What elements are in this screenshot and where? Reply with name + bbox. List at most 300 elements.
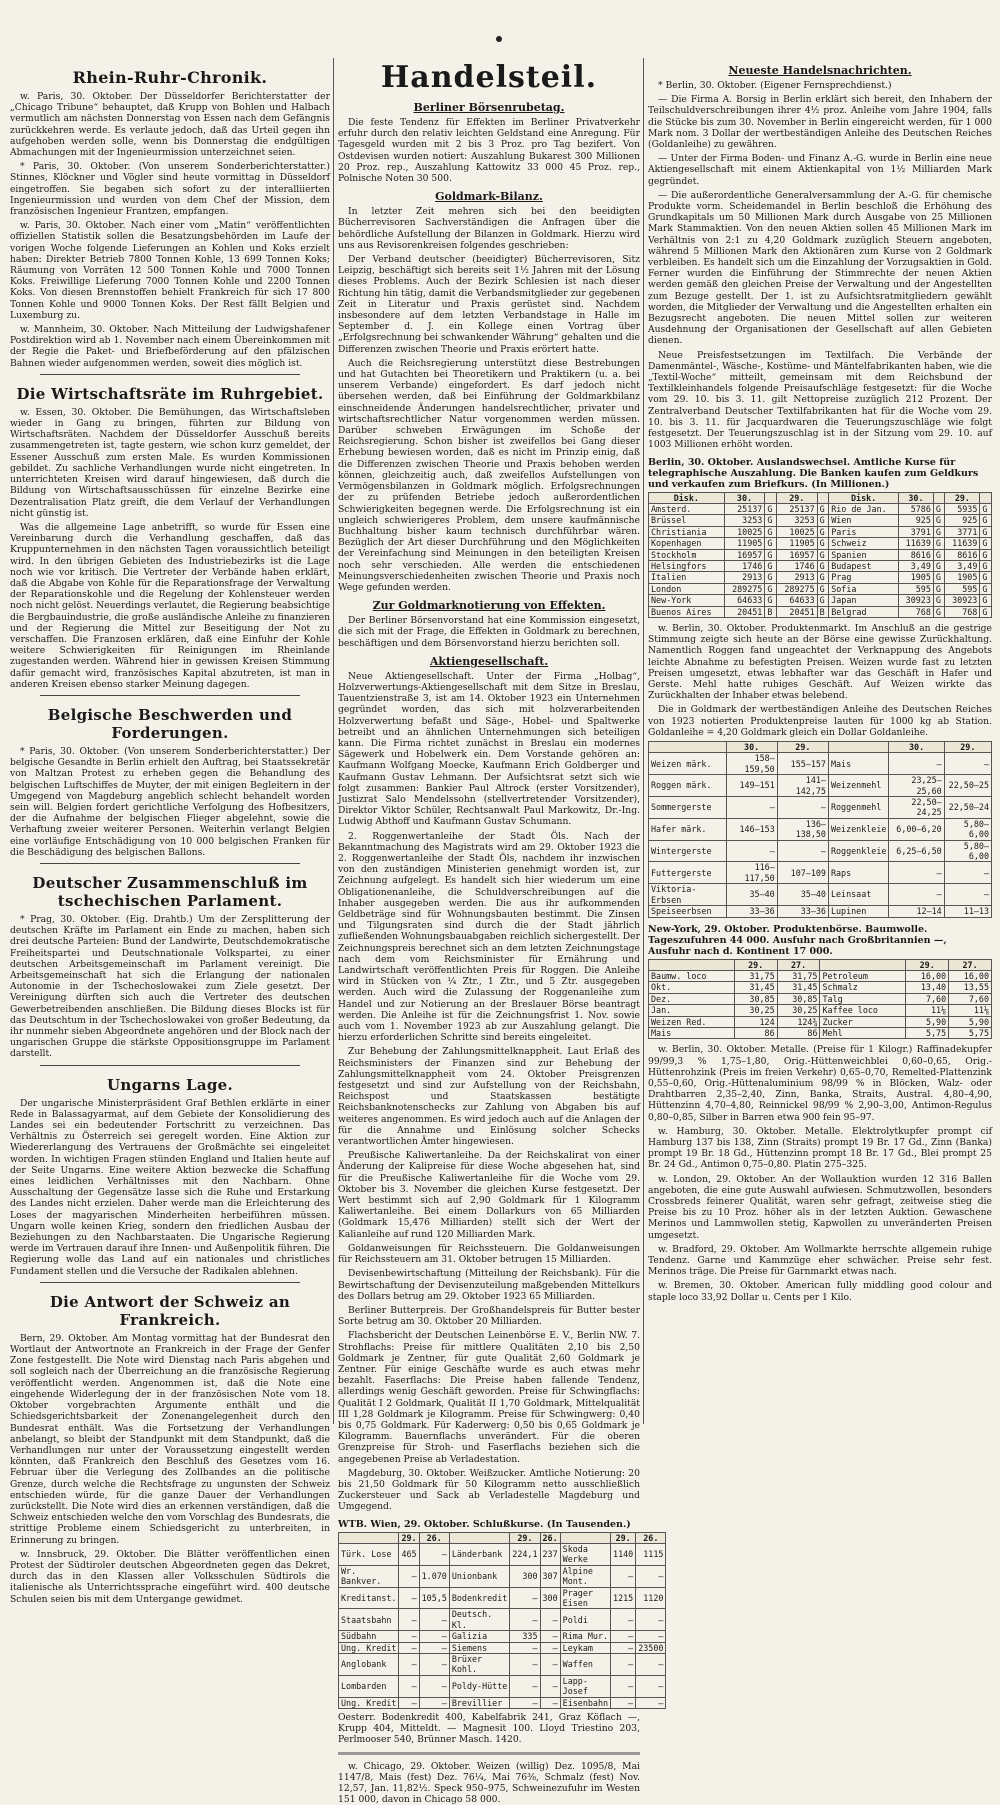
table-header-cell: 29. xyxy=(734,959,777,970)
table-cell: 86 xyxy=(777,1027,820,1038)
table-cell: 13,55 xyxy=(949,982,992,993)
table-header-cell: 27. xyxy=(949,959,992,970)
table-cell: 8616 xyxy=(899,549,934,560)
table-cell: 20451 xyxy=(724,606,765,617)
table-cell: 11⅛ xyxy=(949,1005,992,1016)
table-cell: Schmalz xyxy=(820,982,906,993)
table-cell: 10025 xyxy=(776,526,817,537)
heading-belgische-beschwerden: Belgische Beschwerden und Forderungen. xyxy=(47,705,293,742)
table-cell: 300 xyxy=(510,1565,540,1587)
table-header-cell xyxy=(560,1532,610,1543)
table-cell: Waffen xyxy=(560,1654,610,1676)
table-row xyxy=(649,572,992,583)
table-cell: 107–109 xyxy=(777,862,828,884)
table-cell: — xyxy=(636,1565,666,1587)
table-header-cell: 29. xyxy=(399,1532,419,1543)
table-cell: 5,75 xyxy=(949,1027,992,1038)
table-cell: — xyxy=(399,1565,419,1587)
table-cell: 23500 xyxy=(636,1642,666,1653)
article-paragraph: Goldanweisungen für Reichssteuern. Die Goldanweisungen für Reichssteuern am 31. Oktober betrugen 15 Milliarden. xyxy=(338,1242,640,1266)
table-cell: — xyxy=(611,1697,636,1708)
table-cell: 16957 xyxy=(724,549,765,560)
table-cell: G xyxy=(933,538,945,549)
heading-ungarns-lage: Ungarns Lage. xyxy=(106,1075,234,1094)
table-cell: 289275 xyxy=(776,583,817,594)
table-row xyxy=(339,1675,666,1697)
table-row xyxy=(339,1543,666,1565)
table-cell: G xyxy=(980,503,992,514)
table-header-row xyxy=(649,959,992,970)
table-cell: G xyxy=(980,538,992,549)
table-cell: Schweiz xyxy=(829,538,899,549)
table-cell: — xyxy=(889,862,944,884)
table-cell: 11⅛ xyxy=(906,1005,949,1016)
table-cell: — xyxy=(540,1609,560,1631)
table-cell: 22,50–24 xyxy=(944,797,991,819)
table-cell: — xyxy=(611,1654,636,1676)
table-cell: 3771 xyxy=(945,526,980,537)
table-cell: — xyxy=(611,1565,636,1587)
produkte-table xyxy=(648,741,992,918)
table-cell: — xyxy=(611,1609,636,1631)
table-cell: Japan xyxy=(829,595,899,606)
table-body xyxy=(649,503,992,617)
heading-antwort-schweiz: Die Antwort der Schweiz an Frankreich. xyxy=(49,1292,291,1329)
table-cell: 5786 xyxy=(899,503,934,514)
table-row xyxy=(649,595,992,606)
table-cell: 1746 xyxy=(776,560,817,571)
table-cell: Hafer märk. xyxy=(649,818,727,840)
table-header-cell: 29. xyxy=(906,959,949,970)
table-header-cell xyxy=(820,959,906,970)
table-cell: 2913 xyxy=(724,572,765,583)
article-paragraph: w. London, 29. Oktober. An der Wollauktion wurden 12 316 Ballen angeboten, die eine gute Auswahl aufwiesen. Schmutzwollen, besonders Crossbreds feinerer Qualität, waren sehr gefragt, zeitweise stieg die Preise bis zu 10 Proz. höher als in der letzten Auktion. Gewaschene Merinos und Lammwollen stetig, Kapwollen zu unveränderten Preisen umgesetzt. xyxy=(648,1173,992,1241)
table-cell: 335 xyxy=(510,1631,540,1642)
table-cell: G xyxy=(933,595,945,606)
table-cell: 10025 xyxy=(724,526,765,537)
table-cell: 30,25 xyxy=(777,1005,820,1016)
table-header-cell: 30. xyxy=(889,742,944,753)
table-cell: Kaffee loco xyxy=(820,1005,906,1016)
heading-deutscher-zusammenschluss: Deutscher Zusammenschluß im tschechischen Parlament. xyxy=(32,873,308,910)
table-cell: Rio de Jan. xyxy=(829,503,899,514)
article-paragraph: * Paris, 30. Oktober. (Von unserem Sonderberichterstatter.) Der belgische Gesandte in Berlin erhielt den Auftrag, bei Staatssekretär von Maltzan Protest zu erheben gegen die Behandlung des belgischen Luftschiffes de Muyter, der mit einigen Begleitern in der Umgegend von Magdeburg angeblich schlecht behandelt worden sein will. Belgien fordert gerichtliche Verfolgung des Hofbesitzers, der die Aufnahme der belgischen Flieger abgelehnt, sowie die Verhaftung zweier weiterer Personen. Weiterhin verlangt Belgien eine vorläufige Entschädigung von 10 000 belgischen Franken für die Beschädigung des belgischen Ballons. xyxy=(10,745,330,858)
table-row xyxy=(649,1016,992,1027)
table-cell: G xyxy=(980,583,992,594)
table-header-cell: Disk. xyxy=(649,492,725,503)
table-cell: — xyxy=(889,884,944,906)
table-cell: Buenos Aires xyxy=(649,606,725,617)
table-row xyxy=(649,583,992,594)
table-cell: — xyxy=(540,1697,560,1708)
table-cell: 1746 xyxy=(724,560,765,571)
devisen-table-title: Berlin, 30. Oktober. Auslandswechsel. Amtliche Kurse für telegraphische Auszahlung. Die Banken kaufen zum Geldkurs und verkaufen zum Briefkurs. (In Millionen.) xyxy=(648,456,979,490)
article-paragraph: 2. Roggenwertanleihe der Stadt Öls. Nach der Bekanntmachung des Magistrats wird am 29. Oktober 1923 die 2. Roggenwertanleihe der Stadt Öls, nachdem ihr inzwischen von den zuständigen Ministerien genehmigt worden ist, zur Zeichnung aufgelegt. Es handelt sich hier wiederum um eine Obligationenanleihe, die Schuldverschreibungen auf die Inhaber ausgegeben werden. Die aus ihr aufkommenden Geldbeträge sind für Wohnungsbauten bestimmt. Die Zinsen und Tilgungsraten sind durch die der Stadt jährlich zufließenden Wohnungsbauabgaben reichlich sichergestellt. Der Zeichnungspreis berechnet sich an dem letzten Zeichnungstage nach dem vom Reichsminister für Ernährung und Landwirtschaft veröffentlichten Preis für Roggen. Die Anleihe wird in Stücken von ¼ Ztr., 1 Ztr., und 5 Ztr. ausgegeben werden. Auch wird die Zulassung der Roggenanleihe zum Handel und zur Notierung an der Breslauer Börse beantragt werden. Die Anleihe ist für die Zeichnungsfrist 1. Nov. sowie auch vom 1. November 1923 ab zur Auszahlung gelangt. Die hierzu erforderlichen Schritte sind bereits eingeleitet. xyxy=(338,830,640,1044)
article-paragraph: w. Chicago, 29. Oktober. Weizen (willig) Dez. 1095/8, Mai 1147/8, Mais (fest) Dez. 76¼, Mai 76⅜, Schmalz (fest) Nov. 12,57, Jan. 11,82½. Speck 950–975, Schweinezufuhr im Westen 151 000, davon in Chicago 58 000. xyxy=(338,1760,640,1805)
table-cell: G xyxy=(817,538,829,549)
table-row xyxy=(649,515,992,526)
table-cell: Christiania xyxy=(649,526,725,537)
table-header-cell: Disk. xyxy=(829,492,899,503)
table-cell: Ung. Kredit xyxy=(339,1642,399,1653)
table-cell: — xyxy=(419,1697,449,1708)
table-header-cell xyxy=(828,742,888,753)
table-header-cell: 29. xyxy=(510,1532,540,1543)
table-cell: — xyxy=(399,1654,419,1676)
table-row xyxy=(649,1027,992,1038)
table-cell: — xyxy=(636,1654,666,1676)
table-cell: 124 xyxy=(734,1016,777,1027)
table-header-cell: 26. xyxy=(419,1532,449,1543)
article-paragraph: w. Bremen, 30. Oktober. American fully middling good colour and staple loco 33,92 Dollar u. Cents per 1 Kilo. xyxy=(648,1280,992,1303)
table-cell: — xyxy=(399,1642,419,1653)
table-row xyxy=(649,840,992,862)
table-cell: 5,90 xyxy=(906,1016,949,1027)
table-cell: — xyxy=(636,1609,666,1631)
table-cell: — xyxy=(636,1631,666,1642)
table-cell: Jan. xyxy=(649,1005,735,1016)
table-cell: 35–40 xyxy=(777,884,828,906)
divider xyxy=(40,374,300,375)
table-cell: Galizia xyxy=(449,1631,509,1642)
table-body xyxy=(339,1543,666,1708)
table-header-cell: 26. xyxy=(636,1532,666,1543)
table-cell: — xyxy=(611,1675,636,1697)
table-cell: 11639 xyxy=(899,538,934,549)
table-cell: G xyxy=(980,606,992,617)
table-row xyxy=(649,884,992,906)
table-cell: 3,49 xyxy=(945,560,980,571)
right-column xyxy=(648,58,992,1424)
table-cell: 3791 xyxy=(899,526,934,537)
table-cell: Kopenhagen xyxy=(649,538,725,549)
table-header-row xyxy=(649,492,992,503)
table-header-row xyxy=(339,1532,666,1543)
table-cell: 6,00–6,20 xyxy=(889,818,944,840)
table-cell: 6,25–6,50 xyxy=(889,840,944,862)
table-cell: Brevillier xyxy=(449,1697,509,1708)
table-cell: Weizen märk. xyxy=(649,753,727,775)
table-cell: G xyxy=(980,526,992,537)
article-paragraph: Was die allgemeine Lage anbetrifft, so wurde für Essen eine Vereinbarung durch die Verhandlung geschaffen, daß das Kruppunternehmen in den nächsten Tagen voraussichtlich beteiligt wird. In den übrigen Gebieten des Industriebezirks ist die Lage noch wie vor kritisch. Die Vertreter der Verbände haben erklärt, daß die Abgabe von Kohle für die Reparationsfrage der Verwaltung der Reparationskohle und die Regelung der Kohlensteuer werden noch nicht gelöst. Neuerdings verlautet, die Regierung beabsichtige die Bergbauindustrie, die große ausländische Anleihe zu finanzieren und der Regierung die Mittel zur Beseitigung der Not zu verschaffen. Die Franzosen erklären, daß eine Einfuhr der Kohle weitere Schwierigkeiten für Reinigungen im Rheinlande zugestanden werden. Während hier in gewissen Kreisen Stimmung dafür gemacht wird, französisches Kapital abzutreten, ist man in anderen Kreisen ebenso starker Meinung dagegen. xyxy=(10,521,330,690)
table-cell: New-York xyxy=(649,595,725,606)
table-cell: Roggenmehl xyxy=(828,797,888,819)
table-row xyxy=(649,538,992,549)
table-cell: 30,85 xyxy=(734,993,777,1004)
table-cell: G xyxy=(817,583,829,594)
table-row xyxy=(649,1005,992,1016)
heading-neueste-nachrichten: Neueste Handelsnachrichten. xyxy=(728,64,912,77)
table-cell: Leykam xyxy=(560,1642,610,1653)
table-cell: 237 xyxy=(540,1543,560,1565)
table-cell: 768 xyxy=(899,606,934,617)
table-cell: Brüssel xyxy=(649,515,725,526)
article-paragraph: Der Verband deutscher (beeidigter) Bücherrevisoren, Sitz Leipzig, beschäftigt sich bereits seit 1½ Jahren mit der Lösung dieses Problems. Auch der Bezirk Schlesien ist nach dieser Richtung hin tätig, damit die Verbandsmitglieder zur gegebenen Zeit in Literatur und Praxis gerüstet sind. Nachdem insbesondere auf dem letzten Verbandstage in Halle im September d. J. ein Kollege einen Vortrag über „Erfolgsrechnung bei schwankender Währung“ gehalten und die Differenzen zwischen Theorie und Praxis erörtert hatte. xyxy=(338,254,640,355)
table-cell: 35–40 xyxy=(726,884,777,906)
table-cell: 25137 xyxy=(724,503,765,514)
table-cell: Alpine Mont. xyxy=(560,1565,610,1587)
table-cell: Siemens xyxy=(449,1642,509,1653)
table-cell: G xyxy=(817,549,829,560)
table-row xyxy=(339,1609,666,1631)
devisen-table xyxy=(648,492,992,618)
table-cell: G xyxy=(980,595,992,606)
table-cell: — xyxy=(399,1609,419,1631)
article-paragraph: — Unter der Firma Boden- und Finanz A.-G. wurde in Berlin eine neue Aktiengesellschaft mit einem Aktienkapital von 1½ Milliarden Mark gegründet. xyxy=(648,153,992,187)
article-paragraph: — Die Firma A. Borsig in Berlin erklärt sich bereit, den Inhabern der Teilschuldverschreibungen ihrer 4½ proz. Anleihe vom Jahre 1904, falls die Stücke bis zum 30. November in Berlin eingereicht werden, für 1 000 Mark nom. 3 Dollar der wertbeständigen Anleihe des Deutschen Reiches (Goldanleihe) zu gewähren. xyxy=(648,94,992,151)
table-cell: G xyxy=(980,515,992,526)
table-cell: G xyxy=(980,549,992,560)
table-cell: 16957 xyxy=(776,549,817,560)
table-row xyxy=(649,606,992,617)
table-header-cell xyxy=(449,1532,509,1543)
table-cell: Brüxer Kohl. xyxy=(449,1654,509,1676)
table-cell: 105,5 xyxy=(419,1587,449,1609)
table-cell: 30923 xyxy=(899,595,934,606)
article-paragraph: w. Berlin, 30. Oktober. Produktenmarkt. Im Anschluß an die gestrige Stimmung zeigte sich heute an der Börse eine gewisse Zurückhaltung. Namentlich Roggen fand ungeachtet der Verknappung des Angebots leichte Abnahme zu befestigten Preisen. Weizen wurde fast zu letzten Preisen umgesetzt, etwas lebhafter war das Geschäft in Hafer und Gerste. Mehl hatte ruhiges Geschäft. Auf Weizen wirkte das Zurückhalten der Inhaber etwas belebend. xyxy=(648,622,992,702)
table-cell: G xyxy=(933,526,945,537)
table-cell: Lombarden xyxy=(339,1675,399,1697)
table-cell: — xyxy=(419,1631,449,1642)
table-cell: — xyxy=(510,1697,540,1708)
table-cell: G xyxy=(765,549,777,560)
table-cell: 1120 xyxy=(636,1587,666,1609)
table-cell: 595 xyxy=(899,583,934,594)
table-cell: G xyxy=(980,560,992,571)
table-cell: 30,25 xyxy=(734,1005,777,1016)
table-cell: 23,25–25,60 xyxy=(889,775,944,797)
article-paragraph: w. Hamburg, 30. Oktober. Metalle. Elektrolytkupfer prompt cif Hamburg 137 bis 138, Zinn (Straits) prompt 19 Br. 17 Gd., Zinn (Banka) prompt 19 Br. 18 Gd., Hüttenzinn prompt 18 Br. 17 Gd., Blei prompt 25 Br. 24 Gd., Antimon 0,75–0,80. Platin 275–325. xyxy=(648,1125,992,1171)
table-cell: Sommergerste xyxy=(649,797,727,819)
table-cell: Poldi xyxy=(560,1609,610,1631)
table-cell: 33–36 xyxy=(777,906,828,917)
table-cell: G xyxy=(817,503,829,514)
table-cell: Lupinen xyxy=(828,906,888,917)
table-cell: 22,50–24,25 xyxy=(889,797,944,819)
table-cell: Weizenmehl xyxy=(828,775,888,797)
table-row xyxy=(649,906,992,917)
table-cell: G xyxy=(765,560,777,571)
table-cell: — xyxy=(636,1675,666,1697)
table-cell: Belgrad xyxy=(829,606,899,617)
table-cell: 224,1 xyxy=(510,1543,540,1565)
table-cell: G xyxy=(765,538,777,549)
table-cell: Dez. xyxy=(649,993,735,1004)
table-cell: 11639 xyxy=(945,538,980,549)
table-cell: 5,80–6,00 xyxy=(944,818,991,840)
table-cell: 86 xyxy=(734,1027,777,1038)
table-cell: 1905 xyxy=(945,572,980,583)
table-cell: 124¾ xyxy=(777,1016,820,1027)
table-cell: — xyxy=(777,840,828,862)
divider xyxy=(338,1752,640,1755)
table-cell: 1.070 xyxy=(419,1565,449,1587)
table-cell: — xyxy=(611,1631,636,1642)
article-paragraph: * Berlin, 30. Oktober. (Eigener Fernsprechdienst.) xyxy=(658,80,892,91)
table-cell: 16,00 xyxy=(949,970,992,981)
table-row xyxy=(339,1642,666,1653)
table-header-cell xyxy=(765,492,777,503)
table-cell: 11905 xyxy=(724,538,765,549)
table-body xyxy=(649,753,992,917)
table-cell: G xyxy=(817,515,829,526)
table-cell: — xyxy=(611,1642,636,1653)
table-cell: 141–142,75 xyxy=(777,775,828,797)
article-paragraph: Bern, 29. Oktober. Am Montag vormittag hat der Bundesrat den Wortlaut der Antwortnote an Frankreich in der Frage der Genfer Zone festgestellt. Die Note wird Dienstag nach Paris abgehen und soll sogleich nach der Überreichung an die französische Regierung veröffentlicht werden. Angenommen ist, daß die Note eine eingehende Widerlegung der in der französischen Note vom 18. Oktober vorgebrachten Argumente enthält und die Schiedsgerichtsbarkeit der Zonenangelegenheit durch den Bundesrat enthält. Was die Fortsetzung der Verhandlungen anbelangt, so bleibt der Standpunkt mit dem Standpunkt, daß die Verhandlungen nur unter der Voraussetzung eingestellt werden könnten, daß Frankreich den Beschluß des Gesetzes vom 16. Februar über die Verlegung des Zollbandes an die politische Grenze, durch welche die Rechtsfrage zu ungunsten der Schweiz entschieden würde, für die ganze Dauer der Verhandlungen zurückstellt. Die Note wird dies an erkennen verständigen, daß die Schweiz entschieden welche den vom Vorschlag des Bundesrats, die strittige Probleme einem Schiedsgericht zu unterbreiten, in Erinnerung zu bringen. xyxy=(10,1332,330,1546)
table-cell: Leinsaat xyxy=(828,884,888,906)
vienna-table-title: WTB. Wien, 29. Oktober. Schlußkurse. (In Tausenden.) xyxy=(338,1518,631,1530)
table-cell: Poldy-Hütte xyxy=(449,1675,509,1697)
table-header-cell: 29. xyxy=(945,492,980,503)
table-cell: Südbahn xyxy=(339,1631,399,1642)
table-cell: 1905 xyxy=(899,572,934,583)
table-cell: Sofia xyxy=(829,583,899,594)
table-cell: 64633 xyxy=(776,595,817,606)
table-row xyxy=(339,1587,666,1609)
table-cell: Türk. Lose xyxy=(339,1543,399,1565)
table-body xyxy=(649,970,992,1038)
table-cell: Prager Eisen xyxy=(560,1587,610,1609)
table-cell: 12–14 xyxy=(889,906,944,917)
table-cell: 158–159,50 xyxy=(726,753,777,775)
table-cell: G xyxy=(817,526,829,537)
table-cell: G xyxy=(933,515,945,526)
table-cell: Speiseerbsen xyxy=(649,906,727,917)
table-header-cell xyxy=(649,959,735,970)
table-row xyxy=(649,818,992,840)
table-cell: Mais xyxy=(649,1027,735,1038)
table-cell: Raps xyxy=(828,862,888,884)
divider xyxy=(40,1065,300,1066)
table-cell: 5935 xyxy=(945,503,980,514)
table-cell: Petroleum xyxy=(820,970,906,981)
article-paragraph: Neue Preisfestsetzungen im Textilfach. Die Verbände der Damenmäntel-, Wäsche-, Kostüme- und Mäntelfabrikanten haben, wie die „Textil-Woche“ mitteilt, gemeinsam mit dem Reichsbund der Textilkleinhandels folgende Preisaufschläge festgesetzt: für die Woche vom 29. 10. bis 3. 11. gilt Nettopreise zuzüglich 212 Prozent. Der Zentralverband Deutscher Textilfabrikanten hat für die Woche vom 29. 10. bis 3. 11. für Jacquardwaren die Teuerungszuschläge wie folgt festgesetzt. Der Teuerungszuschlag ist in der Sitzung vom 29. 10. auf 1003 Millionen erhöht worden. xyxy=(648,349,992,451)
article-paragraph: w. Essen, 30. Oktober. Die Bemühungen, das Wirtschaftsleben wieder in Gang zu bringen, führten zur Bildung von Wirtschaftsräten. Nachdem der Düsseldorfer Ausschuß bereits zusammengetreten ist, tagte gestern, wie schon kurz gemeldet, der Essener Ausschuß zum ersten Male. Es wurden Kommissionen gebildet. Zu sachliche Verhandlungen wurde nicht eingetreten. In unterrichteten Kreisen wird darauf hingewiesen, daß durch die Bildung von Wirtschaftsausschüssen für einzelne Bezirke eine Dezentralisation Platz greift, die dem Verlauf der Verhandlungen nicht günstig ist. xyxy=(10,406,330,519)
article-paragraph: Preußische Kaliwertanleihe. Da der Reichskalirat von einer Änderung der Kalipreise für diese Woche abgesehen hat, sind für die Preußische Kaliwertanleihe für die Woche vom 29. Oktober bis 3. November die gleichen Kurse festgesetzt. Der Wert bestimmt sich auf 2,90 Goldmark für 1 Kilogramm Kaliwertanleihe. Bei einem Dollarkurs von 65 Milliarden (Goldmark 15,476 Milliarden) stellt sich der Wert der Kalianleihe auf rund 120 Milliarden Mark. xyxy=(338,1150,640,1240)
table-cell: Deutsch. Kl. xyxy=(449,1609,509,1631)
table-cell: G xyxy=(933,572,945,583)
table-cell: 3,49 xyxy=(899,560,934,571)
table-header-cell: 29. xyxy=(776,492,817,503)
table-cell: 289275 xyxy=(724,583,765,594)
table-cell: — xyxy=(510,1642,540,1653)
table-cell: Anglobank xyxy=(339,1654,399,1676)
table-cell: Stockholm xyxy=(649,549,725,560)
table-cell: Rima Mur. xyxy=(560,1631,610,1642)
table-cell: G xyxy=(765,572,777,583)
table-cell: Wintergerste xyxy=(649,840,727,862)
table-row xyxy=(649,775,992,797)
article-paragraph: * Prag, 30. Oktober. (Eig. Drahtb.) Um der Zersplitterung der deutschen Kräfte im Parlament ein Ende zu machen, haben sich drei deutsche Parteien: Bund der Landwirte, Deutschdemokratische Freiheitspartei und Deutschnationale Volkspartei, zu einer deutschen Arbeitsgemeinschaft im Parlament vereinigt. Die Arbeitsgemeinschaft hat sich die Erlangung der nationalen Autonomie in der Tschechoslowakei zum Ziele gesetzt. Der Vereinigung dürften sich auch die Vertreter des deutschen Gewerbetreibenden anschließen. Die Bildung dieses Blocks ist für das Deutschtum in der Tschechoslowakei von großer Bedeutung, da ihr nunmehr sieben Abgeordnete angehören und der Block nach der ungarischen Gruppe die stärkste Oppositionsgruppe im Parlament darstellt. xyxy=(10,913,330,1060)
article-paragraph: Die in Goldmark der wertbeständigen Anleihe des Deutschen Reiches von 1923 notierten Produktenpreise lauten für 1000 kg ab Station. Goldanleihe = 4,20 Goldmark gleich ein Dollar Goldanleihe. xyxy=(648,704,992,738)
table-cell: Spanien xyxy=(829,549,899,560)
table-cell: 307 xyxy=(540,1565,560,1587)
ny-table-title: New-York, 29. Oktober. Produktenbörse. Baumwolle. Tageszufuhren 44 000. Ausfuhr nach Großbritannien —, Ausfuhr nach d. Kontinent 17 000. xyxy=(648,923,947,957)
table-cell: 31,75 xyxy=(734,970,777,981)
table-cell: — xyxy=(399,1697,419,1708)
table-cell: — xyxy=(510,1587,540,1609)
table-cell: 3253 xyxy=(724,515,765,526)
table-cell: 31,75 xyxy=(777,970,820,981)
subheading: Goldmark-Bilanz. xyxy=(435,190,543,204)
table-cell: 2913 xyxy=(776,572,817,583)
table-header-cell: 30. xyxy=(724,492,765,503)
article-paragraph: — Die außerordentliche Generalversammlung der A.-G. für chemische Produkte vorm. Scheidemandel in Berlin beschloß die Erhöhung des Grundkapitals um 50 Millionen Mark durch Ausgabe von 25 Millionen Mark Stammaktien. Von den neuen Aktien sollen 45 Millionen Mark im Verhältnis von 2:1 zu 4,20 Goldmark zuzüglich Steuern angeboten, während 5 Millionen Mark den Aktionären zum Kurse von 2 Goldmark verbleiben. Es handelt sich um die Einzahlung der Vorzugsaktien in Gold. Ferner wurden die Einführung der Stimmrechte der neuen Aktien werden gemäß den gleichen Preise der Verwaltung und der Angestellten zum Bezuge gestellt. Der 1. ist zu Aufsichtsratmitgliedern gewählt worden, die Mitglieder der Verwaltung und die Angestellten erhalten ein Bezugsrecht angeboten. Die neuen Mittel sollen zur weiteren Ausdehnung der Organisationen der Gesellschaft auf allen Gebieten dienen. xyxy=(648,189,992,347)
table-cell: 25137 xyxy=(776,503,817,514)
table-cell: — xyxy=(726,797,777,819)
table-header-cell: 29. xyxy=(777,742,828,753)
table-header-row xyxy=(649,742,992,753)
table-cell: G xyxy=(980,572,992,583)
table-cell: — xyxy=(419,1609,449,1631)
table-row xyxy=(649,797,992,819)
article-paragraph: w. Paris, 30. Oktober. Der Düsseldorfer Berichterstatter der „Chicago Tribune“ behauptet, daß Krupp von Bohlen und Halbach vermutlich am nächsten Donnerstag von Essen nach dem Gefängnis zurückkehren werde. Es verlaute jedoch, daß das Urteil gegen ihn aufgehoben werden solle, wenn bis Donnerstag die endgültigen Abmachungen mit der Ingenieurmission unterzeichnet seien. xyxy=(10,91,330,159)
table-header-cell: 29. xyxy=(611,1532,636,1543)
ny-table xyxy=(648,959,992,1040)
table-cell: Länderbank xyxy=(449,1543,509,1565)
subheading: Berliner Börsenrubetag. xyxy=(413,101,565,114)
table-cell: 465 xyxy=(399,1543,419,1565)
article-paragraph: w. Innsbruck, 29. Oktober. Die Blätter veröffentlichen einen Protest der Südtiroler deutschen Abgeordneten gegen das Dekret, durch das in den Klassen aller Volksschulen Südtirols die italienische als Unterrichtssprache eingeführt wird. 400 deutsche Schulen seien bis mit dem Untergange gewidmet. xyxy=(10,1548,330,1605)
table-row xyxy=(649,549,992,560)
article-paragraph: Devisenbewirtschaftung (Mitteilung der Reichsbank). Für die Bewirtschaftung der Devisenzuteilung maßgebenden Mittelkurs des Dollars betrug am 29. Oktober 1923 65 Milliarden. xyxy=(338,1268,640,1302)
table-cell: Kreditanst. xyxy=(339,1587,399,1609)
table-cell: G xyxy=(765,503,777,514)
table-cell: G xyxy=(765,595,777,606)
table-cell: 11905 xyxy=(776,538,817,549)
article-paragraph: Zur Behebung der Zahlungsmittelknappheit. Laut Erlaß des Reichsministers der Finanzen sind zur Behebung der Zahlungsmittelknappheit vom 24. Oktober Preisgrenzen festgesetzt und sind zur Aufstellung von der Reichsbahn, Reichspost und Staatskassen bestätigte Reichsbanknotenschecks zur Zahlung von Abgaben bis auf weiteres angenommen. Es wird jedoch auch auf die Anlagen der für die Annahme und Einlösung solcher Schecks verantwortlichen Ämter hingewiesen. xyxy=(338,1046,640,1148)
table-cell: Weizenkleie xyxy=(828,818,888,840)
table-header-cell xyxy=(817,492,829,503)
table-cell: Lapp-Josef xyxy=(560,1675,610,1697)
table-cell: 155–157 xyxy=(777,753,828,775)
article-paragraph: w. Berlin, 30. Oktober. Metalle. (Preise für 1 Kilogr.) Raffinadekupfer 99/99,3 % 1,75–1,80, Orig.-Hüttenweichblei 0,60–0,65, Orig.-Hüttenrohzink (Preis im freien Verkehr) 0,65–0,70, Remelted-Plattenzink 0,55–0,60, Orig.-Hüttenaluminium 98/99 % in Blöcken, Walz- oder Drahtbarren 2,35–2,40, Zinn, Banka, Straits, Austral. 4,80–4,90, Hüttenzinn 4,70–4,80, Reinnickel 98/99 % 2,90–3,00, Antimon-Regulus 0,80–0,85, Silber in Barren etwa 900 fein 95–97. xyxy=(648,1044,992,1123)
table-cell: Eisenbahn xyxy=(560,1697,610,1708)
table-cell: — xyxy=(419,1654,449,1676)
table-header-cell: 29. xyxy=(944,742,991,753)
table-cell: 136–138,50 xyxy=(777,818,828,840)
table-cell: — xyxy=(510,1609,540,1631)
table-cell: — xyxy=(777,797,828,819)
article-paragraph: * Paris, 30. Oktober. (Von unserem Sonderberichterstatter.) Stinnes, Klöckner und Vögler sind heute vormittag in Düsseldorf eingetroffen. Sie begaben sich sofort zu der interalliierten Ingenieurmission und wurden von dem Chef der Mission, dem französischen Ingenieur Frantzen, empfangen. xyxy=(10,161,330,218)
table-cell: 1215 xyxy=(611,1587,636,1609)
left-column xyxy=(10,58,330,1605)
table-row xyxy=(649,862,992,884)
table-cell: Italien xyxy=(649,572,725,583)
article-paragraph: Der ungarische Ministerpräsident Graf Bethlen erklärte in einer Rede in Balassagyarmat, auf dem Gebiete der Konsolidierung des Landes sei ein bedeutender Fortschritt zu verzeichnen. Das Verhältnis zu Österreich sei geregelt worden. Eine Aktion zur Wiedererlangung des Vertrauens der Großmächte sei eingeleitet worden. In wichtigen Fragen stünden England und Italien heute auf der Seite Ungarns. Eine weitere Aktion bezwecke die Schaffung eines leidlichen Verhältnisses mit den Nachbarn. Ohne Ausschaltung der Gegensätze lasse sich die Ruhe und Erstarkung des Landes nicht erzielen. Daher werde man die Erleichterung des Loses der magyarischen Minderheiten herbeiführen müssen. Ungarn wolle keinen Krieg, sondern den friedlichen Ausbau der Beziehungen zu den Nachbarstaaten. Die Ungarische Regierung werde im Vertrauen darauf ihre Innen- und Außenpolitik führen. Die Regierung wolle das Land auf ein nationales und christliches Fundament stellen und die Versuche der Radikalen ablehnen. xyxy=(10,1097,330,1277)
table-cell: G xyxy=(933,583,945,594)
table-row xyxy=(339,1631,666,1642)
article-paragraph: w. Bradford, 29. Oktober. Am Wollmarkte herrschte allgemein ruhige Tendenz. Garne und Kammzüge eher schwächer. Preise sehr fest. Merinos träge. Die Preise für Garnmarkt etwas nach. xyxy=(648,1243,992,1278)
table-cell: — xyxy=(540,1642,560,1653)
vienna-quotes-table xyxy=(338,1532,666,1710)
table-cell: London xyxy=(649,583,725,594)
table-row xyxy=(649,560,992,571)
table-cell: 22,50–25 xyxy=(944,775,991,797)
article-paragraph: Magdeburg, 30. Oktober. Weißzucker. Amtliche Notierung: 20 bis 21,50 Goldmark für 50 Kilogramm netto ausschließlich Zuckersteuer und Sack ab Verladestelle Magdeburg und Umgegend. xyxy=(338,1467,640,1513)
table-cell: G xyxy=(933,503,945,514)
table-cell: 20451 xyxy=(776,606,817,617)
table-cell: Baumw. loco xyxy=(649,970,735,981)
article-paragraph: In letzter Zeit mehren sich bei den beeidigten Bücherrevisoren Sachverständigen die Anfragen über die behördliche Aufstellung der Bilanzen in Goldmark. Hierzu wird uns aus Revisorenkreisen folgendes geschrieben: xyxy=(338,206,640,251)
table-cell: B xyxy=(817,606,829,617)
table-cell: Weizen Red. xyxy=(649,1016,735,1027)
table-cell: G xyxy=(933,549,945,560)
table-cell: Prag xyxy=(829,572,899,583)
column-rule xyxy=(333,58,334,1424)
heading-rhein-ruhr: Rhein-Ruhr-Chronik. xyxy=(72,68,268,87)
table-cell: 11–13 xyxy=(944,906,991,917)
